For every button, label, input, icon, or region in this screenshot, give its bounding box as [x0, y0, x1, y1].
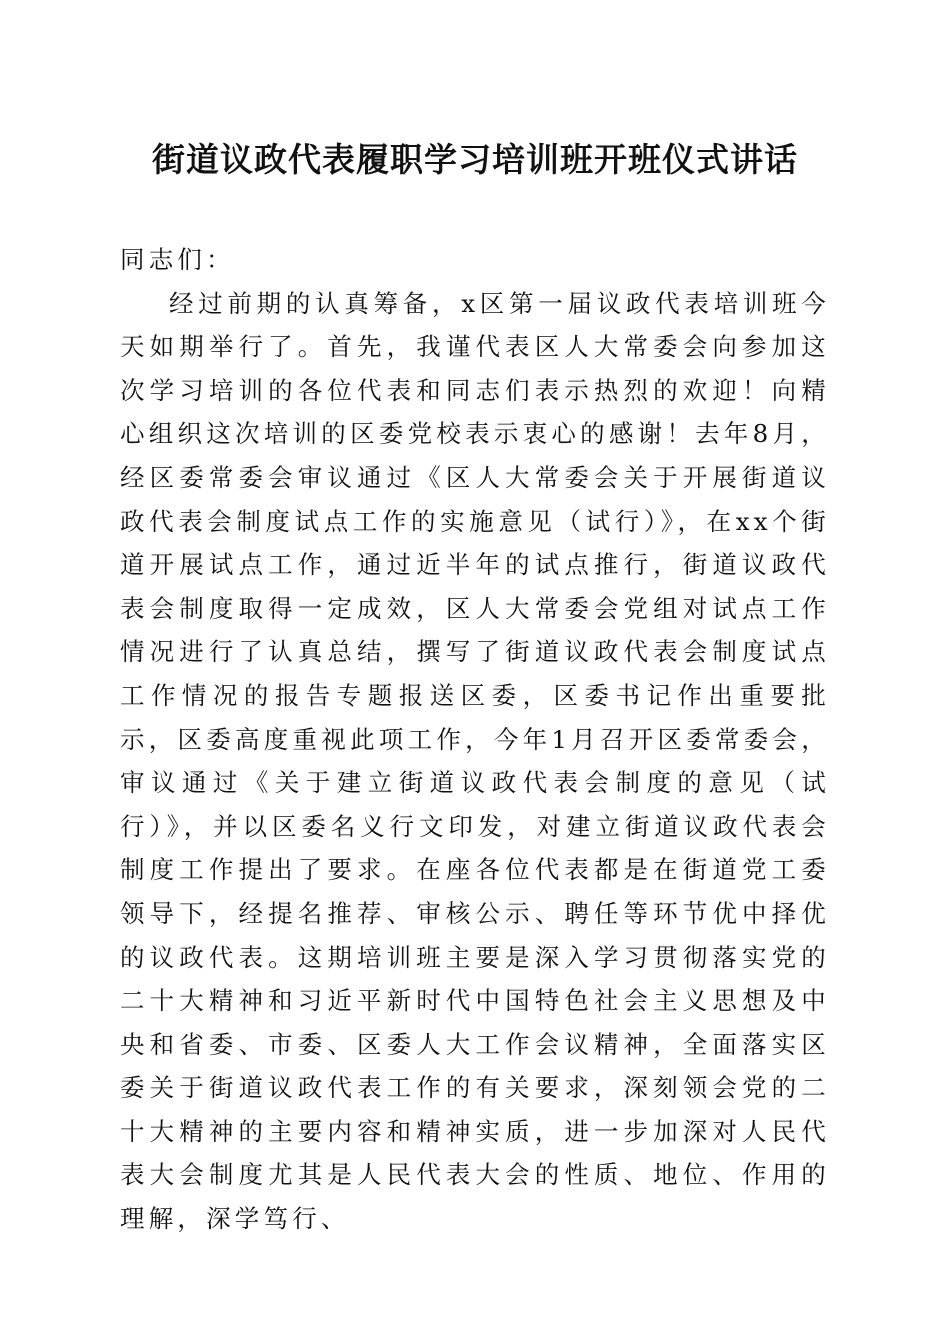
document-title: 街道议政代表履职学习培训班开班仪式讲话: [152, 140, 798, 179]
greeting: 同志们：: [120, 245, 235, 274]
document-body: [120, 238, 830, 1241]
body-paragraph: 经过前期的认真筹备，x区第一届议政代表培训班今天如期举行了。首先，我谨代表区人大常委会向参加这次学习培训的各位代表和同志们表示热烈的欢迎！向精心组织这次培训的区委党校表示衷心的感谢！去年8月，经区委常委会审议通过《区人大常委会关于开展街道议政代表会制度试点工作的实施意见（试行）》，在xx个街道开展试点工作，通过近半年的试点推行，街道议政代表会制度取得一定成效，区人大常委会党组对试点工作情况进行了认真总结，撰写了街道议政代表会制度试点工作情况的报告专题报送区委，区委书记作出重要批示，区委高度重视此项工作，今年1月召开区委常委会，审议通过《关于建立街道议政代表会制度的意见（试行）》，并以区委名义行文印发，对建立街道议政代表会制度工作提出了要求。在座各位代表都是在街道党工委领导下，经提名推荐、审核公示、聘任等环节优中择优的议政代表。这期培训班主要是深入学习贯彻落实党的二十大精神和习近平新时代中国特色社会主义思想及中央和省委、市委、区委人大工作会议精神，全面落实区委关于街道议政代表工作的有关要求，深刻领会党的二十大精神的主要内容和精神实质，进一步加深对人民代表大会制度尤其是人民代表大会的性质、地位、作用的理解，深学笃行、: [120, 288, 830, 1234]
